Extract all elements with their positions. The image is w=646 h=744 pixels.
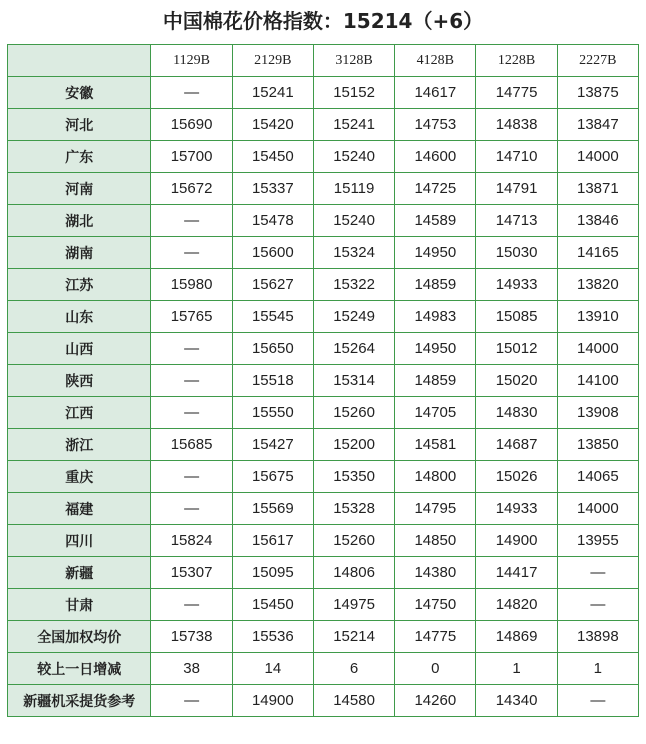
row-label: 陕西 (8, 365, 151, 397)
table-cell: 15650 (232, 333, 313, 365)
table-row (8, 461, 639, 493)
table-cell: 15685 (151, 429, 232, 461)
table-cell: 15328 (313, 493, 394, 525)
table-cell: 13846 (557, 205, 638, 237)
table-row (8, 301, 639, 333)
table-row (8, 557, 639, 589)
column-header: 4128B (395, 45, 476, 77)
row-label: 福建 (8, 493, 151, 525)
table-row (8, 493, 639, 525)
table-cell: 15200 (313, 429, 394, 461)
table-cell: — (151, 461, 232, 493)
table-cell: 14340 (476, 685, 557, 717)
row-label: 全国加权均价 (8, 621, 151, 653)
table-cell: 15119 (313, 173, 394, 205)
table-cell: 14830 (476, 397, 557, 429)
table-cell: 14933 (476, 493, 557, 525)
table-cell: 15214 (313, 621, 394, 653)
table-cell: — (151, 205, 232, 237)
column-header: 1129B (151, 45, 232, 77)
table-cell: 15307 (151, 557, 232, 589)
table-row (8, 525, 639, 557)
table-cell: 15545 (232, 301, 313, 333)
row-label: 新疆 (8, 557, 151, 589)
table-cell: 14000 (557, 333, 638, 365)
table-cell: 14165 (557, 237, 638, 269)
row-label: 山东 (8, 301, 151, 333)
table-corner-cell (8, 45, 151, 77)
table-cell: 13820 (557, 269, 638, 301)
table-row (8, 333, 639, 365)
column-header: 2227B (557, 45, 638, 77)
table-cell: 15450 (232, 141, 313, 173)
table-cell: 14838 (476, 109, 557, 141)
table-cell: 15260 (313, 525, 394, 557)
row-label: 四川 (8, 525, 151, 557)
table-row (8, 589, 639, 621)
table-cell: 13875 (557, 77, 638, 109)
table-cell: 38 (151, 653, 232, 685)
table-cell: 15350 (313, 461, 394, 493)
row-label: 较上一日增减 (8, 653, 151, 685)
table-cell: 14753 (395, 109, 476, 141)
table-cell: 15450 (232, 589, 313, 621)
table-cell: 14705 (395, 397, 476, 429)
table-cell: 14581 (395, 429, 476, 461)
table-row (8, 141, 639, 173)
table-row (8, 653, 639, 685)
table-cell: 14806 (313, 557, 394, 589)
table-cell: 15314 (313, 365, 394, 397)
table-cell: 14725 (395, 173, 476, 205)
table-cell: — (151, 365, 232, 397)
table-cell: 14713 (476, 205, 557, 237)
table-cell: 14100 (557, 365, 638, 397)
table-cell: 15322 (313, 269, 394, 301)
table-row (8, 269, 639, 301)
table-cell: 14687 (476, 429, 557, 461)
table-cell: 14933 (476, 269, 557, 301)
price-index-table (7, 44, 639, 717)
table-cell: 13910 (557, 301, 638, 333)
table-row (8, 621, 639, 653)
table-cell: 1 (476, 653, 557, 685)
price-index-table-container (7, 44, 639, 717)
table-cell: — (557, 685, 638, 717)
table-cell: 14900 (476, 525, 557, 557)
row-label: 广东 (8, 141, 151, 173)
table-cell: 14750 (395, 589, 476, 621)
table-row (8, 397, 639, 429)
table-cell: 14775 (395, 621, 476, 653)
table-cell: 15738 (151, 621, 232, 653)
table-cell: 15690 (151, 109, 232, 141)
table-cell: 14983 (395, 301, 476, 333)
table-cell: 15824 (151, 525, 232, 557)
table-cell: 15241 (232, 77, 313, 109)
table-cell: — (151, 77, 232, 109)
table-cell: 1 (557, 653, 638, 685)
table-cell: 15152 (313, 77, 394, 109)
table-cell: 15672 (151, 173, 232, 205)
table-cell: 14950 (395, 333, 476, 365)
table-cell: 15240 (313, 141, 394, 173)
table-cell: 14600 (395, 141, 476, 173)
table-header-row (8, 45, 639, 77)
table-cell: — (151, 333, 232, 365)
table-cell: 14417 (476, 557, 557, 589)
table-cell: — (557, 557, 638, 589)
table-cell: 15337 (232, 173, 313, 205)
table-cell: 13847 (557, 109, 638, 141)
table-cell: 15030 (476, 237, 557, 269)
table-cell: 14710 (476, 141, 557, 173)
table-cell: 14791 (476, 173, 557, 205)
table-cell: 15095 (232, 557, 313, 589)
table-cell: — (151, 589, 232, 621)
table-body (8, 77, 639, 717)
table-row (8, 429, 639, 461)
table-row (8, 365, 639, 397)
table-cell: 15765 (151, 301, 232, 333)
table-cell: — (151, 493, 232, 525)
table-cell: 15600 (232, 237, 313, 269)
row-label: 甘肃 (8, 589, 151, 621)
table-cell: 15478 (232, 205, 313, 237)
table-cell: 14975 (313, 589, 394, 621)
table-cell: — (557, 589, 638, 621)
table-cell: 14850 (395, 525, 476, 557)
row-label: 浙江 (8, 429, 151, 461)
table-row (8, 173, 639, 205)
row-label: 安徽 (8, 77, 151, 109)
table-cell: 14775 (476, 77, 557, 109)
table-cell: 15675 (232, 461, 313, 493)
table-cell: 14617 (395, 77, 476, 109)
table-row (8, 77, 639, 109)
table-cell: 14820 (476, 589, 557, 621)
table-cell: 14859 (395, 365, 476, 397)
table-cell: 14 (232, 653, 313, 685)
table-cell: 14900 (232, 685, 313, 717)
table-cell: 15627 (232, 269, 313, 301)
table-cell: 14869 (476, 621, 557, 653)
table-cell: 13898 (557, 621, 638, 653)
table-cell: 15617 (232, 525, 313, 557)
table-cell: 14260 (395, 685, 476, 717)
column-header: 1228B (476, 45, 557, 77)
row-label: 湖北 (8, 205, 151, 237)
table-cell: 14000 (557, 141, 638, 173)
row-label: 江西 (8, 397, 151, 429)
table-cell: 15241 (313, 109, 394, 141)
table-cell: 15324 (313, 237, 394, 269)
table-cell: 15427 (232, 429, 313, 461)
table-cell: 13955 (557, 525, 638, 557)
table-cell: 13908 (557, 397, 638, 429)
column-header: 3128B (313, 45, 394, 77)
table-cell: 15240 (313, 205, 394, 237)
table-cell: 14065 (557, 461, 638, 493)
row-label: 新疆机采提货参考 (8, 685, 151, 717)
table-row (8, 685, 639, 717)
table-row (8, 205, 639, 237)
table-cell: 14800 (395, 461, 476, 493)
row-label: 山西 (8, 333, 151, 365)
table-cell: 13871 (557, 173, 638, 205)
table-cell: 14950 (395, 237, 476, 269)
table-cell: 15550 (232, 397, 313, 429)
table-cell: 15980 (151, 269, 232, 301)
table-cell: 15518 (232, 365, 313, 397)
table-cell: 14589 (395, 205, 476, 237)
page-title: 中国棉花价格指数：15214（+6） (162, 9, 484, 33)
table-cell: 14795 (395, 493, 476, 525)
table-row (8, 237, 639, 269)
table-cell: 15264 (313, 333, 394, 365)
table-cell: 15020 (476, 365, 557, 397)
row-label: 湖南 (8, 237, 151, 269)
table-cell: 14580 (313, 685, 394, 717)
table-cell: — (151, 237, 232, 269)
table-cell: 0 (395, 653, 476, 685)
table-cell: 15260 (313, 397, 394, 429)
table-cell: 15085 (476, 301, 557, 333)
table-cell: 14380 (395, 557, 476, 589)
row-label: 河南 (8, 173, 151, 205)
table-cell: 14000 (557, 493, 638, 525)
table-cell: 15249 (313, 301, 394, 333)
row-label: 重庆 (8, 461, 151, 493)
table-cell: 15569 (232, 493, 313, 525)
table-cell: 15012 (476, 333, 557, 365)
table-cell: 13850 (557, 429, 638, 461)
table-cell: 15536 (232, 621, 313, 653)
table-cell: — (151, 685, 232, 717)
table-cell: 14859 (395, 269, 476, 301)
row-label: 河北 (8, 109, 151, 141)
table-cell: 6 (313, 653, 394, 685)
table-cell: 15026 (476, 461, 557, 493)
column-header: 2129B (232, 45, 313, 77)
row-label: 江苏 (8, 269, 151, 301)
table-row (8, 109, 639, 141)
table-cell: 15420 (232, 109, 313, 141)
table-cell: 15700 (151, 141, 232, 173)
table-cell: — (151, 397, 232, 429)
